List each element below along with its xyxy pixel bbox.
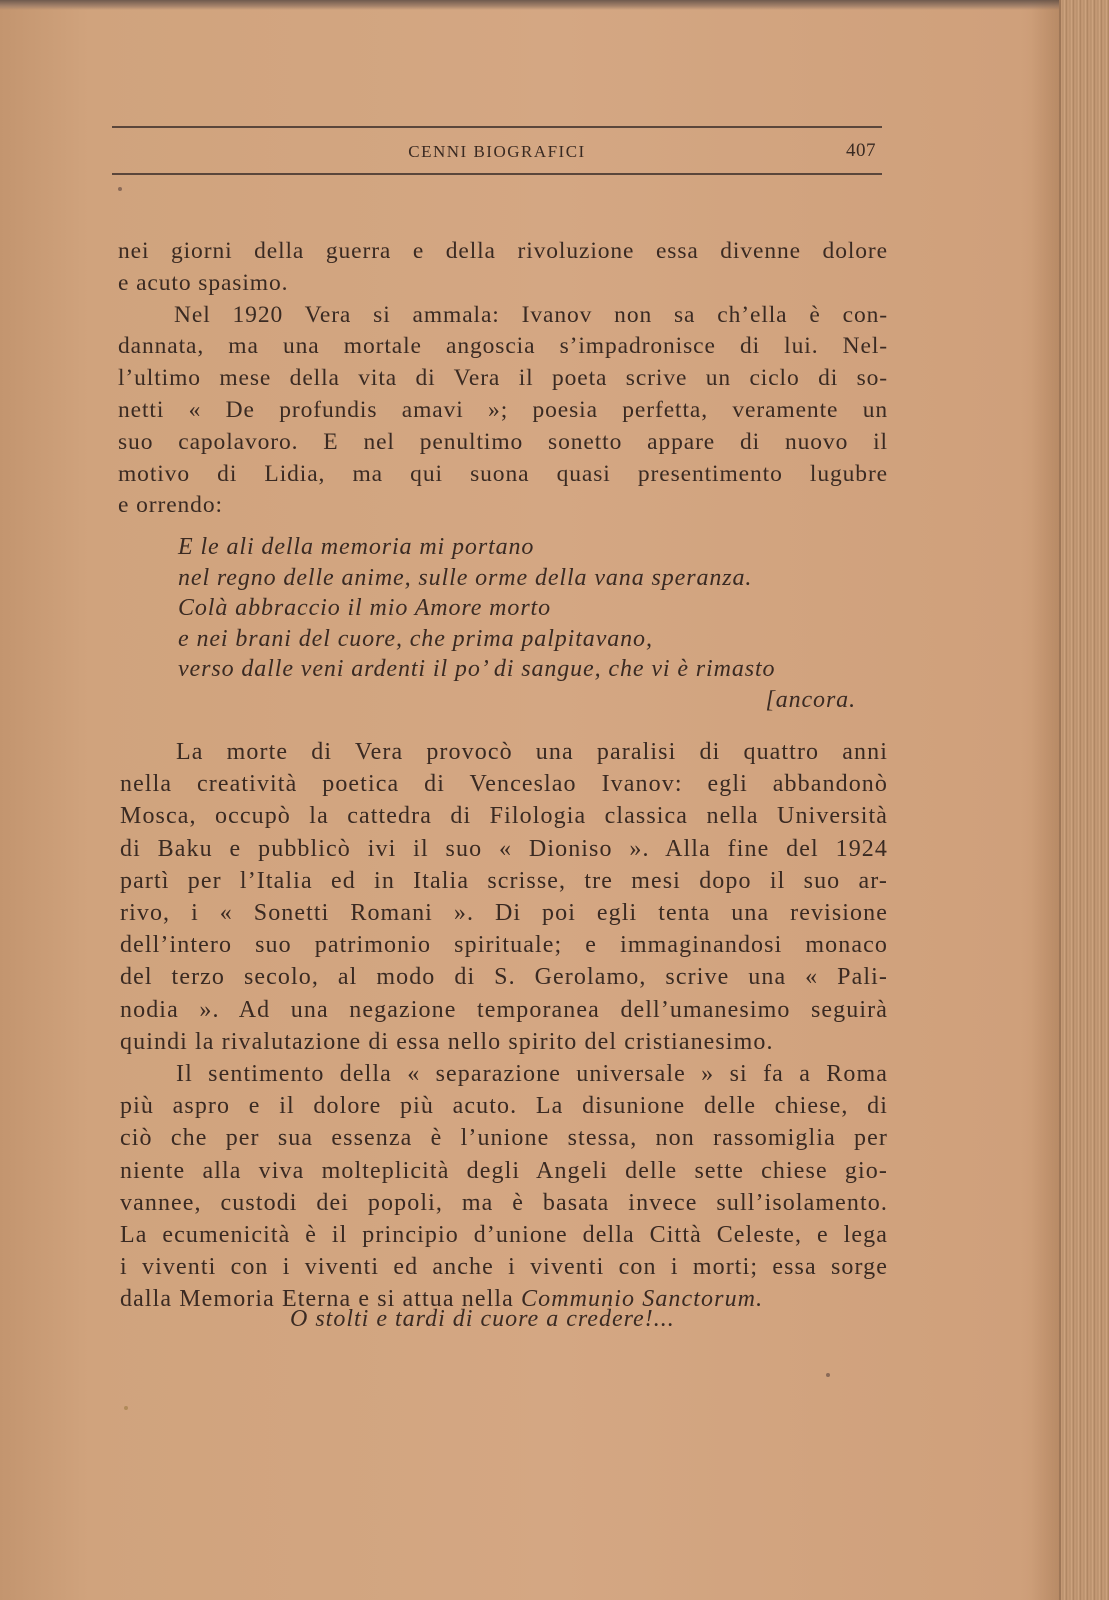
text-line: i viventi con i viventi ed anche i viventi con i morti; essa sorge [120,1254,888,1281]
text-line: rivo, i « Sonetti Romani ». Di poi egli tenta una revisione [120,900,888,927]
text-line: partì per l’Italia ed in Italia scrisse, tre mesi dopo il suo ar- [120,867,888,894]
binding-shadow [1031,0,1061,1600]
text-line: dell’intero suo patrimonio spirituale; e immaginandosi monaco [120,932,888,959]
text-line: ciò che per sua essenza è l’unione stessa, non rassomiglia per [120,1125,888,1152]
text-line: e acuto spasimo. [118,269,289,296]
running-title: CENNI BIOGRAFICI [408,142,586,161]
poem-quotation [178,532,878,715]
poem-line: nel regno delle anime, sulle orme della vana speranza. [178,564,753,591]
text-line: nella creatività poetica di Venceslao Ivanov: egli abbandonò [120,771,888,798]
running-header [112,140,882,166]
text-line: vannee, custodi dei popoli, ma è basata invece sull’isolamento. [120,1189,888,1216]
paper-speck [826,1373,830,1377]
text-line: Il sentimento della « separazione universale » si fa a Roma [176,1061,888,1088]
text-line: Mosca, occupò la cattedra di Filologia classica nella Università [120,803,888,830]
text-line: l’ultimo mese della vita di Vera il poeta scrive un ciclo di so- [118,365,888,392]
text-line: del terzo secolo, al modo di S. Gerolamo, scrive una « Pali- [120,964,888,991]
text-line: nodia ». Ad una negazione temporanea dell’umanesimo seguirà [120,996,888,1023]
header-rule-top [112,126,882,128]
poem-line: verso dalle veni ardenti il po’ di sangue, che vi è rimasto [178,656,776,682]
paragraph-block-1 [118,236,888,522]
text-line: niente alla viva molteplicità degli Angeli delle sette chiese gio- [120,1157,888,1184]
text-line: netti « De profundis amavi »; poesia perfetta, veramente un [118,396,888,423]
text-line: dannata, ma una mortale angoscia s’impadronisce di lui. Nel- [118,333,888,360]
poem-turnover: [ancora. [765,686,856,713]
header-rule-bottom [112,173,882,175]
text-line: motivo di Lidia, ma qui suona quasi presentimento lugubre [118,460,888,487]
text-line: Nel 1920 Vera si ammala: Ivanov non sa ch’ella è con- [174,301,888,328]
text-line: più aspro e il dolore più acuto. La disunione delle chiese, di [120,1093,888,1120]
paragraph-block-2 [120,736,888,1316]
text-line: La morte di Vera provocò una paralisi di quattro anni [176,739,888,765]
text-line: quindi la rivalutazione di essa nello spirito del cristianesimo. [120,1028,774,1055]
poem-line: Colà abbraccio il mio Amore morto [178,595,552,621]
poem-line: e nei brani del cuore, che prima palpitavano, [178,625,653,652]
text-line: nei giorni della guerra e della rivoluzione essa divenne dolore [118,238,888,264]
paper-speck [124,1406,128,1410]
text-line: La ecumenicità è il principio d’unione della Città Celeste, e lega [120,1222,888,1249]
text-line: suo capolavoro. E nel penultimo sonetto appare di nuovo il [118,428,888,455]
page-top-edge [0,0,1109,10]
text-line: e orrendo: [118,492,223,519]
last-line-italic: Communio Sanctorum. [520,1286,764,1313]
closing-quote: O stolti e tardi di cuore a credere!... [290,1306,675,1332]
last-line-text: dalla Memoria Eterna e si attua nella [120,1286,521,1313]
paper-speck [118,187,122,191]
page-stack-edge [1059,0,1109,1600]
text-line: di Baku e pubblicò ivi il suo « Dioniso ». Alla fine del 1924 [120,835,888,862]
poem-line: E le ali della memoria mi portano [178,534,535,560]
page-number: 407 [846,140,876,161]
